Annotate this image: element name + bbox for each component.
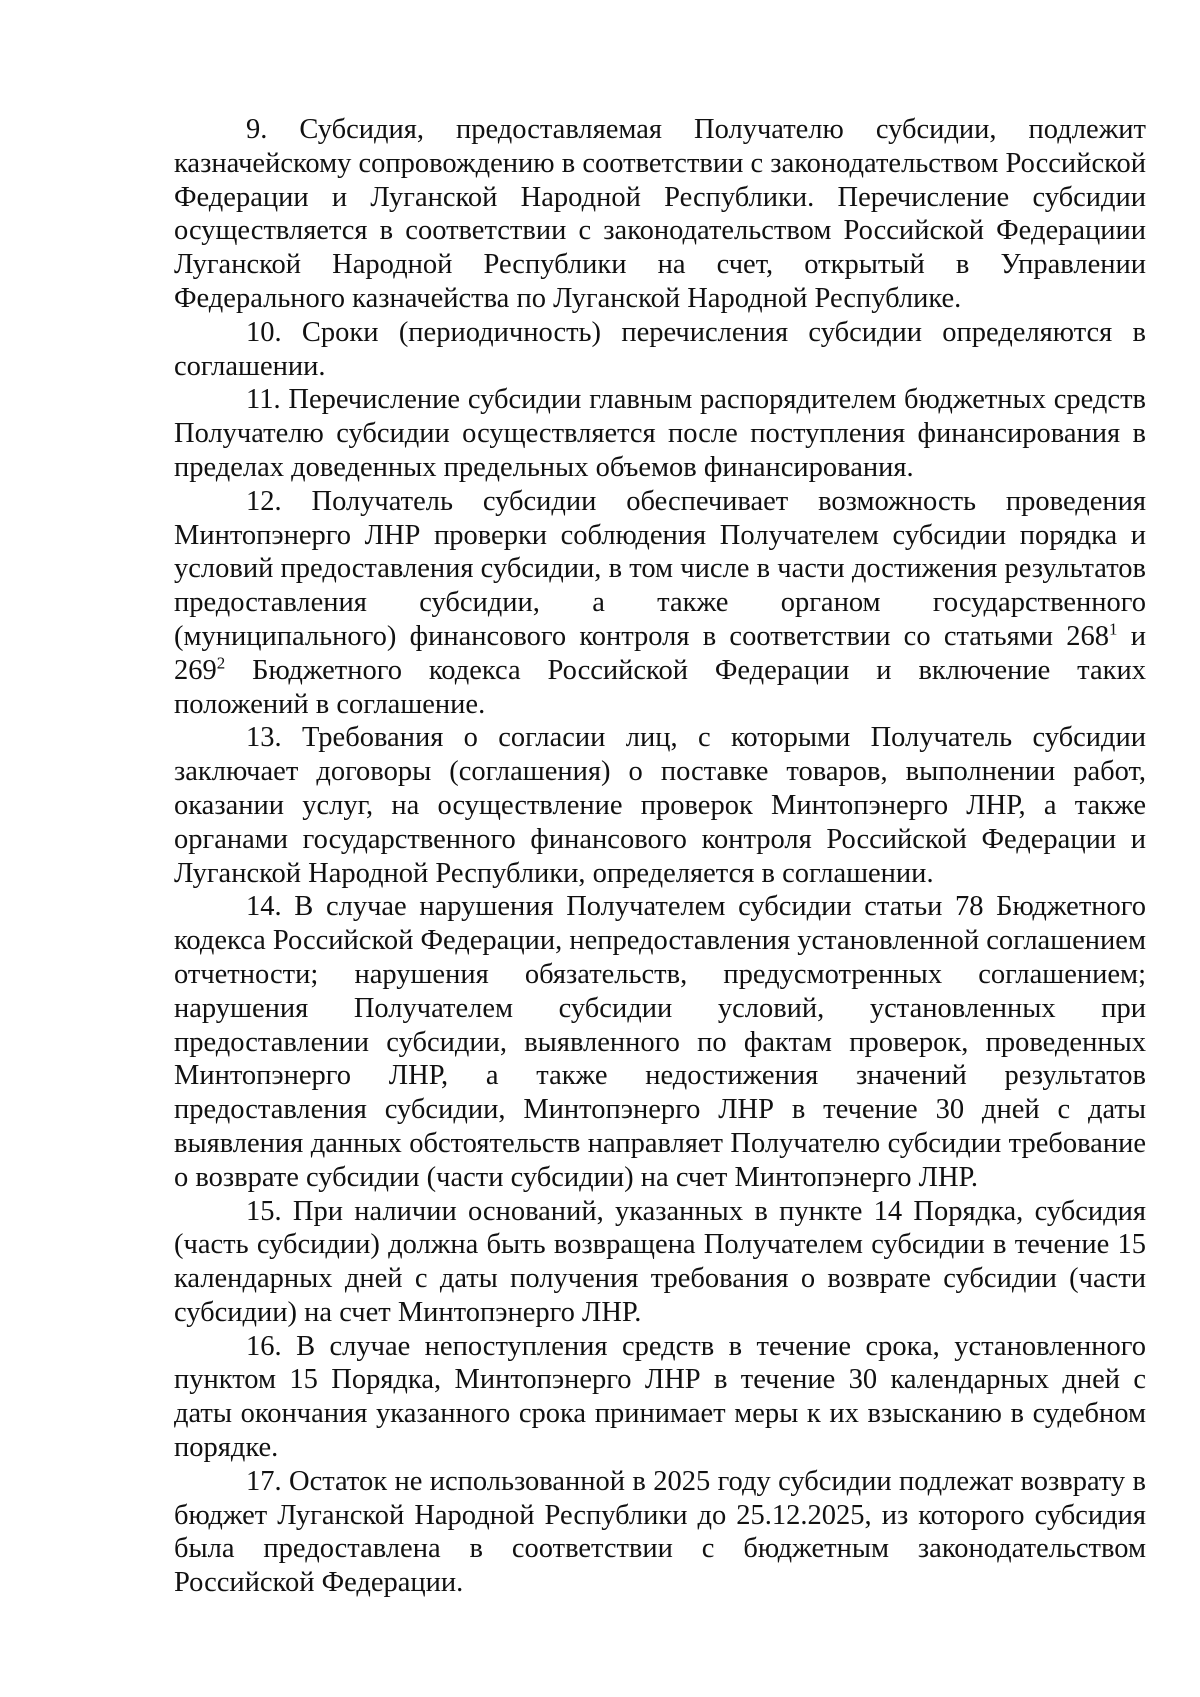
paragraph-9	[174, 113, 1146, 316]
paragraph-text: Субсидия, предоставляемая Получателю субсидии, подлежит казначейскому сопровождению в соответствии с законодательством Российской Федерации и Луганской Народной Республики. Перечисление субсидии осуществляется в соответствии с законодательством Российской Федерациии Луганской Народной Республики на счет, открытый в Управлении Федерального казначейства по Луганской Народной Республике.	[174, 114, 1147, 314]
paragraph-text: Требования о согласии лиц, с которыми Получатель субсидии заключает договоры (соглашения) о поставке товаров, выполнении работ, оказании услуг, на осуществление проверок Минтопэнерго ЛНР, а также органами государственного финансового контроля Российской Федерации и Луганской Народной Республики, определяется в соглашении.	[174, 722, 1147, 889]
paragraph-13	[174, 721, 1146, 890]
paragraph-16	[174, 1330, 1146, 1465]
paragraph-text: Перечисление субсидии главным распорядителем бюджетных средств Получателю субсидии осуществляется после поступления финансирования в пределах доведенных предельных объемов финансирования.	[174, 384, 1146, 483]
superscript-article-268: 1	[1109, 619, 1118, 639]
superscript-article-269: 2	[216, 653, 226, 673]
paragraph-text-middle: и 269	[174, 620, 1146, 686]
paragraph-12	[174, 485, 1146, 722]
paragraph-14	[174, 890, 1146, 1194]
paragraph-text-after: Бюджетного кодекса Российской Федерации и включение таких положений в соглашение.	[174, 654, 1146, 720]
paragraph-text: Сроки (периодичность) перечисления субсидии определяются в соглашении.	[174, 316, 1146, 382]
paragraph-text: В случае непоступления средств в течение срока, установленного пунктом 15 Порядка, Минтопэнерго ЛНР в течение 30 календарных дней с даты окончания указанного срока принимает меры к их взысканию в судебном порядке.	[174, 1330, 1147, 1464]
paragraph-17	[174, 1465, 1146, 1600]
paragraph-number: 13.	[246, 722, 282, 754]
paragraph-text: При наличии оснований, указанных в пункте 14 Порядка, субсидия (часть субсидии) должна быть возвращена Получателем субсидии в течение 15 календарных дней с даты получения требования о возврате субсидии (части субсидии) на счет Минтопэнерго ЛНР.	[174, 1195, 1146, 1328]
paragraph-11	[174, 383, 1146, 484]
paragraph-text: Остаток не использованной в 2025 году субсидии подлежат возврату в бюджет Луганской Народной Республики до 25.12.2025, из которого субсидия была предоставлена в соответствии с бюджетным законодательством Российской Федерации.	[174, 1465, 1146, 1599]
paragraph-number: 17.	[246, 1465, 282, 1497]
document-body	[174, 113, 1146, 1600]
paragraph-number: 9.	[246, 114, 268, 145]
paragraph-text: В случае нарушения Получателем субсидии статьи 78 Бюджетного кодекса Российской Федерации, непредоставления установленной соглашением отчетности; нарушения обязательств, предусмотренных соглашением; нарушения Получателем субсидии условий, установленных при предоставлении субсидии, выявленного по фактам проверок, проведенных Минтопэнерго ЛНР, а также недостижения значений результатов предоставления субсидии, Минтопэнерго ЛНР в течение 30 дней с даты выявления данных обстоятельств направляет Получателю субсидии требование о возврате субсидии (части субсидии) на счет Минтопэнерго ЛНР.	[174, 891, 1147, 1193]
paragraph-number: 14.	[246, 891, 282, 923]
paragraph-15	[174, 1195, 1146, 1330]
paragraph-number: 16.	[246, 1330, 282, 1362]
paragraph-number: 11.	[246, 384, 281, 416]
paragraph-number: 15.	[246, 1195, 282, 1227]
paragraph-number: 12.	[246, 485, 282, 517]
paragraph-text-before: Получатель субсидии обеспечивает возможность проведения Минтопэнерго ЛНР проверки соблюдения Получателем субсидии порядка и условий предоставления субсидии, в том числе в части достижения результатов предоставления субсидии, а также органом государственного (муниципального) финансового контроля в соответствии со статьями 268	[174, 485, 1146, 652]
paragraph-number: 10.	[246, 316, 282, 348]
paragraph-10	[174, 316, 1146, 384]
